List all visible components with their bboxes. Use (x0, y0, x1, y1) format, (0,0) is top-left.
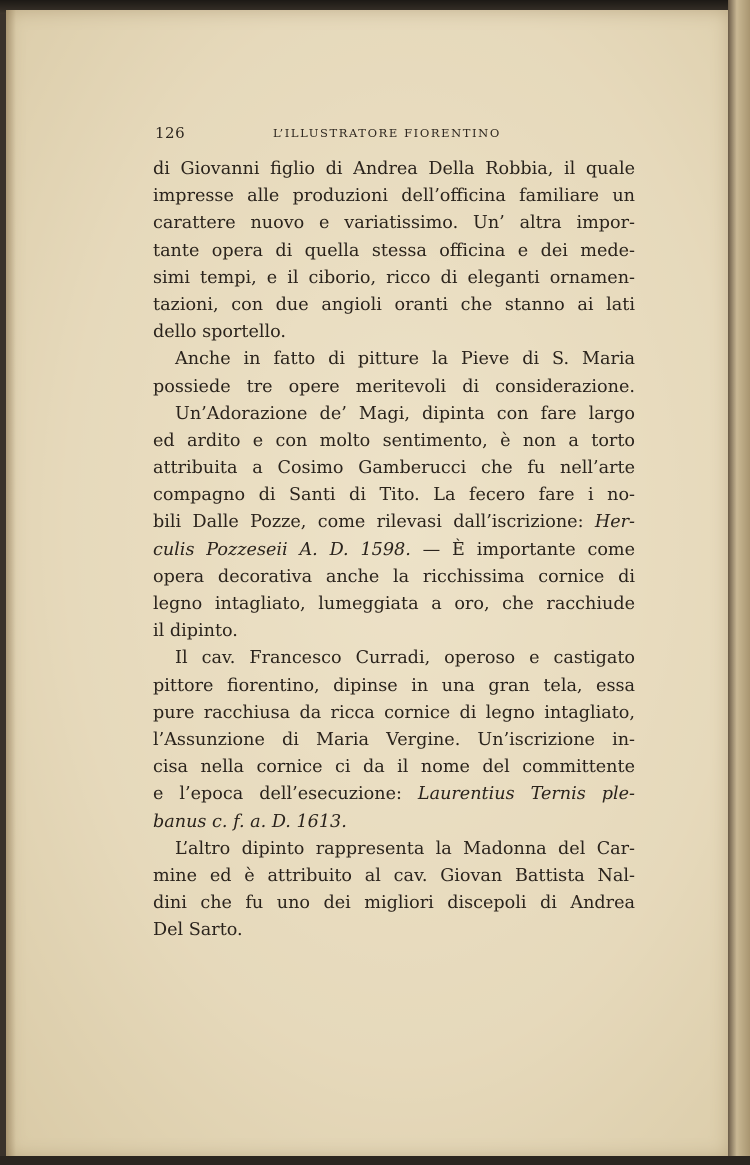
text-line: tazioni, con due angioli oranti che stanno ai lati (153, 294, 635, 315)
paragraph-1 (153, 156, 635, 346)
text-line: l’Assunzione di Maria Vergine. Un’iscrizione in- (153, 729, 635, 750)
paragraph-4 (153, 645, 635, 835)
text-line: Del Sarto. (153, 920, 243, 941)
running-title: L’ILLUSTRATORE FIORENTINO (273, 126, 501, 140)
text-line: culis Pozzeseii A. D. 1598. — È importante come (153, 539, 636, 560)
text-line: dello sportello. (153, 322, 287, 343)
text-line: tante opera di quella stessa officina e dei mede- (153, 240, 635, 261)
text-line: dini che fu uno dei migliori discepoli di Andrea (153, 893, 635, 914)
body-text (153, 156, 635, 944)
binding-shadow (6, 10, 16, 1158)
text-line: impresse alle produzioni dell’officina familiare un (153, 186, 635, 207)
paragraph-5 (153, 836, 635, 945)
right-book-edge (728, 0, 750, 1165)
text-line (153, 809, 635, 836)
italic-text: banus c. f. a. D. 1613. (153, 811, 347, 832)
italic-text: Laurentius Ternis ple- (417, 784, 635, 805)
text-line: Un’Adorazione de’ Magi, dipinta con fare largo (175, 403, 635, 424)
text-line: opera decorativa anche la ricchissima cornice di (153, 566, 635, 587)
text-line: pittore fiorentino, dipinse in una gran tela, essa (153, 675, 635, 696)
text-line: pure racchiusa da ricca cornice di legno intagliato, (153, 702, 635, 723)
italic-text: culis Pozzeseii A. D. 1598. (153, 539, 411, 560)
text-line: L’altro dipinto rappresenta la Madonna del Car- (175, 838, 635, 859)
text-line: bili Dalle Pozze, come rilevasi dall’iscrizione: Her- (153, 512, 635, 533)
text-line: attribuita a Cosimo Gamberucci che fu nell’arte (153, 458, 635, 479)
italic-text: Her- (594, 512, 635, 533)
paragraph-3 (153, 401, 635, 646)
text-line: carattere nuovo e variatissimo. Un’ altra impor- (153, 213, 635, 234)
text-line: possiede tre opere meritevoli di considerazione. (153, 376, 635, 397)
text-line: Il cav. Francesco Curradi, operoso e castigato (175, 648, 635, 669)
text-line: Anche in fatto di pitture la Pieve di S. Maria (175, 349, 635, 370)
text-line: ed ardito e con molto sentimento, è non a torto (153, 430, 635, 451)
text-line: simi tempi, e il ciborio, ricco di eleganti ornamen- (153, 267, 635, 288)
paragraph-2 (153, 346, 635, 400)
text-line: di Giovanni figlio di Andrea Della Robbia, il quale (153, 159, 635, 179)
text-line: cisa nella cornice ci da il nome del committente (153, 757, 635, 778)
text-line: compagno di Santi di Tito. La fecero fare i no- (153, 485, 635, 506)
page-number: 126 (155, 124, 186, 142)
bottom-book-edge (0, 1156, 750, 1165)
text-line: mine ed è attribuito al cav. Giovan Battista Nal- (153, 865, 635, 886)
text-line: il dipinto. (153, 621, 238, 642)
running-header (155, 124, 637, 144)
text-line: legno intagliato, lumeggiata a oro, che racchiude (153, 594, 635, 614)
text-line: e l’epoca dell’esecuzione: Laurentius Ternis ple- (153, 784, 635, 805)
